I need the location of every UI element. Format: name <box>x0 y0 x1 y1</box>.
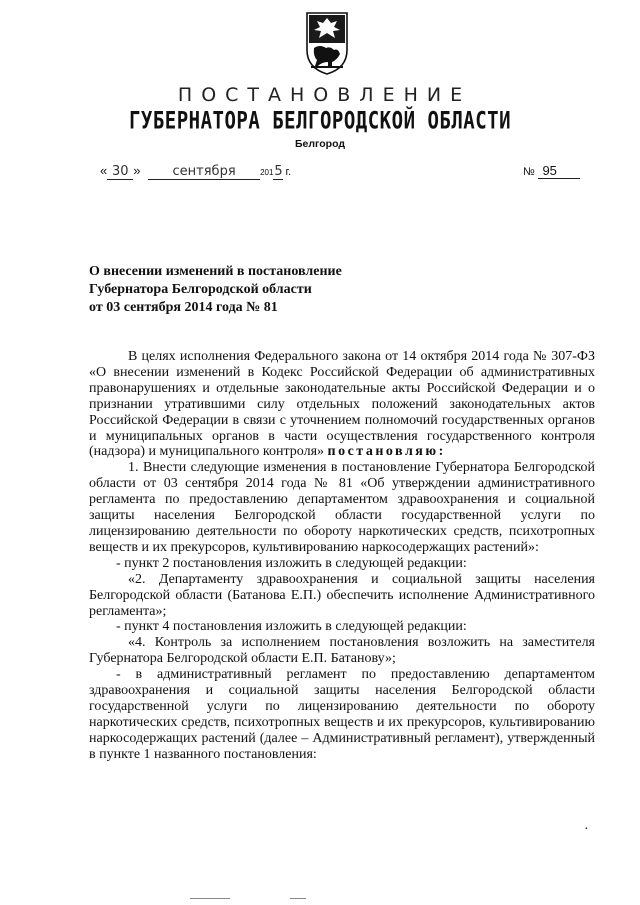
subject-line-2: Губернатора Белгородской области <box>89 282 312 297</box>
document-type-title: ПОСТАНОВЛЕНИЕ <box>177 84 472 106</box>
paragraph-point-2-intro: - пункт 2 постановления изложить в следующей редакции: <box>116 555 467 571</box>
document-date <box>100 163 291 180</box>
date-year-suffix: г. <box>285 166 292 178</box>
stray-dot: · <box>584 822 589 837</box>
paragraph-point-4-intro: - пункт 4 постановления изложить в следующей редакции: <box>116 619 467 635</box>
city-label: Белгород <box>294 138 346 150</box>
paragraph-item-1: 1. Внести следующие изменения в постановление Губернатора Белгородской области от 03 сентября 2014 года № 81 «Об утверждении административного регламента по предоставлению департаментом здравоохранения и социальной защиты населения Белгородской области государственной услуги по лицензированию деятельности по обороту наркотических средств, психотропных веществ и их прекурсоров, культивированию наркосодержащих растений»: <box>89 460 595 555</box>
document-body <box>89 349 595 763</box>
preamble-text: В целях исполнения Федерального закона от 14 октября 2014 года № 307-ФЗ «О внесении изменений в Кодекс Российской Федерации об административных правонарушениях и отдельные законодательные акты Российской Федерации и о признании утратившими силу отдельных положений законодательных актов Российской Федерации в связи с уточнением полномочий государственных органов и муниципальных органов в части осуществления государственного контроля (надзора) и муниципального контроля» <box>89 349 595 460</box>
paragraph-point-4-text: «4. Контроль за исполнением постановления возложить на заместителя Губернатора Белгородской области Е.П. Батанову»; <box>89 635 595 667</box>
issuer-title: ГУБЕРНАТОРА БЕЛГОРОДСКОЙ ОБЛАСТИ <box>128 107 512 135</box>
number-label: № <box>523 166 535 178</box>
coat-of-arms-icon <box>304 10 350 76</box>
preamble-paragraph <box>89 349 595 460</box>
date-open-quote: « <box>100 163 108 178</box>
date-day: 30 <box>107 164 133 180</box>
footer-mark-left <box>190 898 230 899</box>
document-subject <box>89 263 419 317</box>
paragraph-regulation-amendments: - в административный регламент по предоставлению департаментом здравоохранения и социальной защиты населения Белгородской области государственной услуги по лицензированию деятельности по обороту наркотических средств, психотропных веществ и их прекурсоров, культивированию наркосодержащих растений (далее – Административный регламент), утвержденный в пункте 1 названного постановления: <box>89 667 595 762</box>
date-year-digit: 5 <box>274 164 283 179</box>
resolve-word: постановляю: <box>327 444 446 460</box>
date-year-prefix: 201 <box>260 168 274 177</box>
document-number <box>523 163 580 179</box>
subject-line-1: О внесении изменений в постановление <box>89 264 342 279</box>
paragraph-point-2-text: «2. Департаменту здравоохранения и социальной защиты населения Белгородской области (Батанова Е.П.) обеспечить исполнение Административного регламента»; <box>89 571 595 619</box>
subject-line-3: от 03 сентября 2014 года № 81 <box>89 300 278 315</box>
date-close-quote: » <box>133 163 141 178</box>
footer-mark-right <box>290 898 306 899</box>
number-value: 95 <box>538 163 580 179</box>
date-month: сентября <box>148 164 260 180</box>
